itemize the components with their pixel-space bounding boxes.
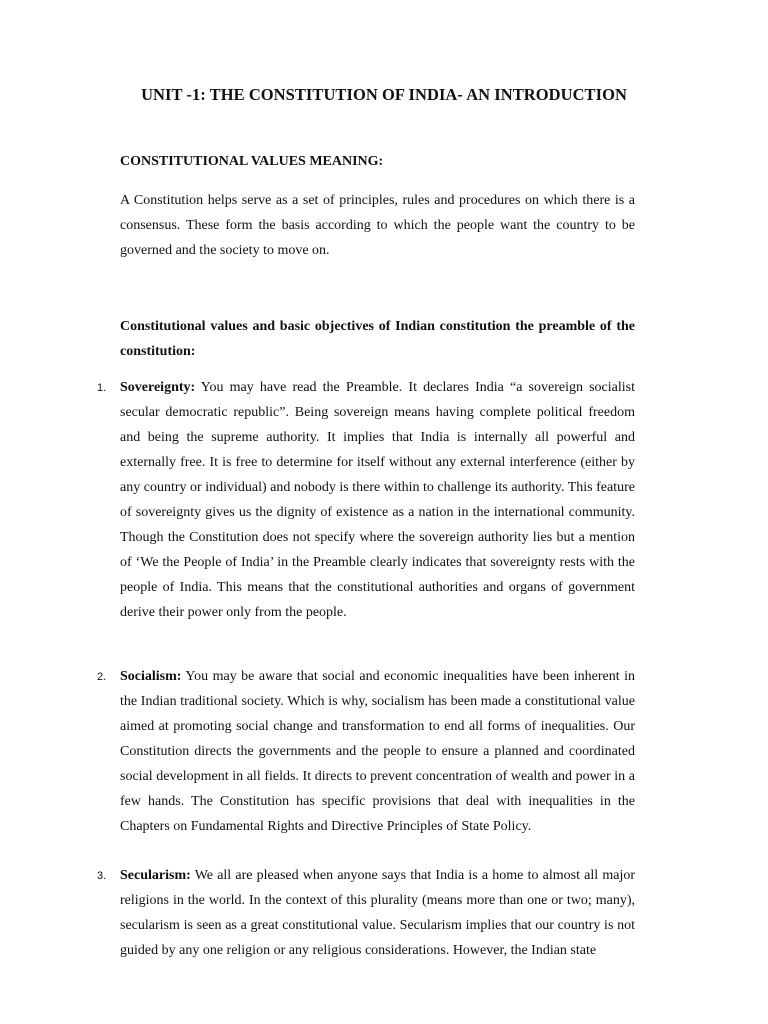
- list-item-text: You may be aware that social and economic inequalities have been inherent in the Indian traditional society. Which is why, socialism has been made a constitutional value aimed at promoting social change and transformation to end all forms of inequalities. Our Constitution directs the governments and the people to ensure a planned and coordinated social development in all fields. It directs to prevent concentration of wealth and power in a few hands. The Constitution has specific provisions that deal with inequalities in the Chapters on Fundamental Rights and Directive Principles of State Policy.: [120, 669, 635, 834]
- list-item-number: 1.: [97, 382, 107, 394]
- document-title: UNIT -1: THE CONSTITUTION OF INDIA- AN INTRODUCTION: [141, 85, 627, 104]
- list-item-term: Sovereignty:: [120, 380, 196, 395]
- list-item-paragraph: [120, 664, 635, 839]
- intro-paragraph: A Constitution helps serve as a set of principles, rules and procedures on which there is a consensus. These form the basis according to which the people want the country to be governed and the society to move on.: [120, 193, 635, 258]
- list-item-number: 2.: [97, 671, 107, 683]
- list-item-term: Socialism:: [120, 669, 182, 684]
- list-item-term: Secularism:: [120, 868, 191, 883]
- list-item-text: You may have read the Preamble. It declares India “a sovereign socialist secular democratic republic”. Being sovereign means having complete political freedom and being the supreme authority. It implies that India is internally all powerful and externally free. It is free to determine for itself without any external interference (either by any country or individual) and nobody is there within to challenge its authority. This feature of sovereignty gives us the dignity of existence as a nation in the international community. Though the Constitution does not specify where the sovereign authority lies but a mention of ‘We the People of India’ in the Preamble clearly indicates that sovereignty rests with the people of India. This means that the constitutional authorities and organs of government derive their power only from the people.: [120, 380, 635, 620]
- list-item-paragraph: [120, 863, 635, 963]
- list-item-paragraph: [120, 375, 635, 625]
- list-item-text: We all are pleased when anyone says that India is a home to almost all major religions in the world. In the context of this plurality (means more than one or two; many), secularism is seen as a great constitutional value. Secularism implies that our country is not guided by any one religion or any religious considerations. However, the Indian state: [120, 868, 635, 958]
- section-heading: CONSTITUTIONAL VALUES MEANING:: [120, 154, 384, 169]
- subheading: Constitutional values and basic objectives of Indian constitution the preamble of the constitution:: [120, 319, 635, 359]
- list-item-number: 3.: [97, 870, 107, 882]
